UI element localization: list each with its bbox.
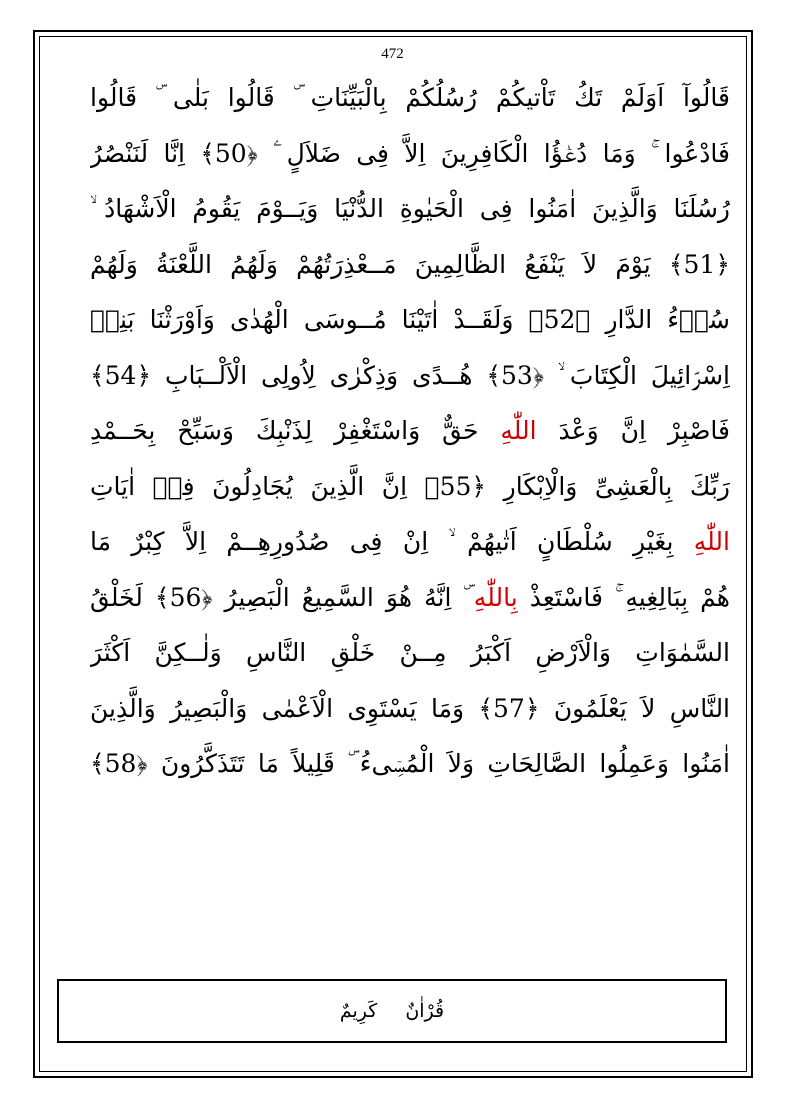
verse-line: رَبِّكَ بِالْعَشِىِّ وَالْاِبْكَارِ ﴿55﴾ اِنَّ الَّذِينَ يُجَادِلُونَ فِىۤ اٰيَاتِ — [90, 471, 730, 501]
verse-line: قَالُوآ اَوَلَمْ تَكُ تَاْتيكُمْ رُسُلُكُمْ بِالْبَيِّنَاتِ ۜ قَالُوا بَلٰى ۜ قَالُوا — [90, 83, 730, 112]
verse-line: هُمْ بِبَالِغِيهِ ۚ فَاسْتَعِذْ بِاللّٰهِ ۜ اِنَّهُ هُوَ السَّمِيعُ الْبَصِيرُ ﴿56﴾ لَخَلْقُ — [90, 582, 730, 612]
verse-line: سُوۤءُ الدَّارِ ﴿52﴾ وَلَقَــدْ اٰتَيْنَا مُــوسَى الْهُدٰى وَاَوْرَثْنَا بَنِىۤ — [90, 305, 730, 334]
footer-title-box — [57, 979, 727, 1043]
footer-word-karim: كَرِيمٌ — [339, 1000, 378, 1022]
verse-line: اللّٰهِ بِغَيْرِ سُلْطَانٍ اَتٰيهُمْ ۙ اِنْ فِى صُدُورِهِــمْ اِلاَّ كِبْرٌ مَا — [90, 527, 730, 556]
verse-line: رُسُلَنَا وَالَّذِينَ اٰمَنُوا فِى الْحَيٰوةِ الدُّنْيَا وَيَــوْمَ يَقُومُ الْاَشْهَادُ ۙ — [90, 194, 730, 223]
verse-line: فَادْعُوا ۚ وَمَا دُعٰۤؤُا الْكَافِرِينَ اِلاَّ فِى ضَلاَلٍ ۧ ﴿50﴾ اِنَّا لَنَنْصُرُ — [90, 138, 730, 168]
verse-line: السَّمٰوَاتِ وَالْاَرْضِ اَكْبَرُ مِــنْ خَلْقِ النَّاسِ وَلٰــكِنَّ اَكْثَرَ — [90, 638, 730, 667]
verse-line: فَاصْبِرْ اِنَّ وَعْدَ اللّٰهِ حَقٌّ وَاسْتَغْفِرْ لِذَنْبِكَ وَسَبِّحْ بِحَــمْدِ — [90, 416, 730, 445]
verse-text-block — [90, 70, 730, 792]
verse-line: ﴿51﴾ يَوْمَ لاَ يَنْفَعُ الظَّالِمِينَ مَــعْذِرَتُهُمْ وَلَهُمُ اللَّعْنَةُ وَلَهُمْ — [90, 249, 730, 279]
verse-line: اِسْرَۤائِيلَ الْكِتَابَ ۙ ﴿53﴾ هُــدًى وَذِكْرٰى لِاُولِى الْاَلْــبَابِ ﴿54﴾ — [90, 360, 730, 390]
page-number: 472 — [381, 46, 404, 62]
verse-line: اٰمَنُوا وَعَمِلُوا الصَّالِحَاتِ وَلاَ الْمُسِۤىءُ ۜ قَلِيلاً مَا تَتَذَكَّرُونَ ﴿58﴾ — [90, 749, 730, 778]
verse-line: النَّاسِ لاَ يَعْلَمُونَ ﴿57﴾ وَمَا يَسْتَوِى الْاَعْمٰى وَالْبَصِيرُ وَالَّذِينَ — [90, 693, 730, 723]
footer-word-quran: قُرْاٰنٌ — [405, 1000, 445, 1022]
